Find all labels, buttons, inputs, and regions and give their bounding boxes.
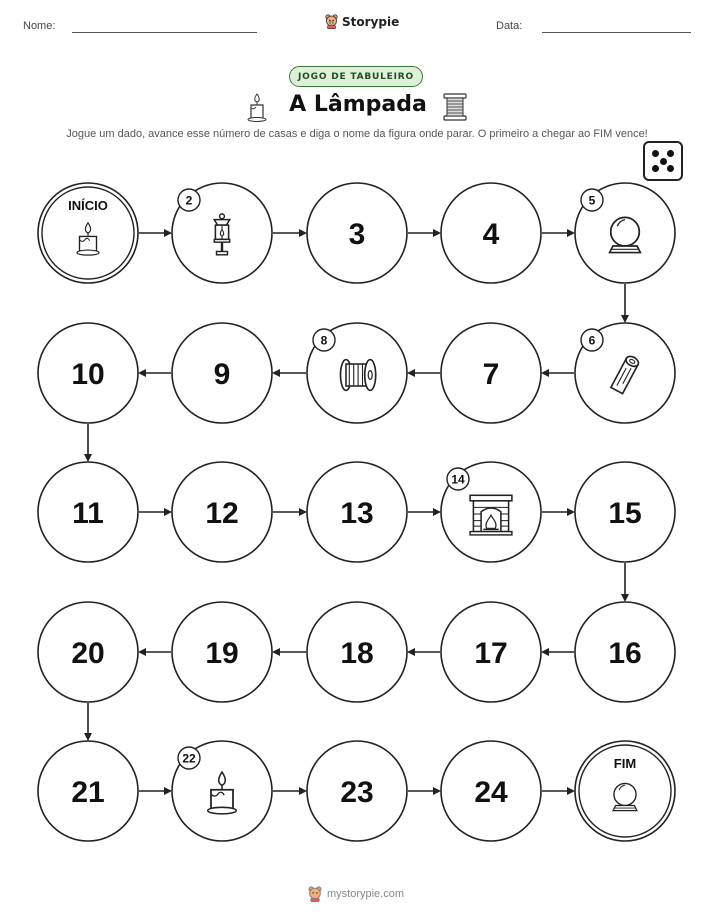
- board-space-3: [307, 183, 407, 283]
- crystal-ball-icon: [610, 217, 641, 252]
- space-number: 12: [205, 497, 239, 530]
- board-space-14: [441, 462, 541, 562]
- board-space-8: [307, 323, 407, 423]
- board-space-19: [172, 602, 272, 702]
- crystal-ball-icon: [613, 783, 637, 810]
- board-space-21: [38, 741, 138, 841]
- board-space-18: [307, 602, 407, 702]
- start-label: INÍCIO: [68, 198, 108, 213]
- board-space-23: [307, 741, 407, 841]
- storypie-bear-icon: [308, 886, 322, 902]
- board-space-10: [38, 323, 138, 423]
- board-space-17: [441, 602, 541, 702]
- space-number: 16: [608, 637, 642, 670]
- footer: [308, 886, 404, 902]
- space-number: 4: [482, 218, 500, 251]
- board-space-6: [575, 323, 675, 423]
- space-number: 22: [182, 751, 196, 766]
- board-space-2: [172, 183, 272, 283]
- board-space-7: [441, 323, 541, 423]
- space-number: 7: [482, 358, 500, 391]
- space-number: 17: [474, 637, 508, 670]
- space-number: 5: [588, 193, 596, 208]
- board-space-13: [307, 462, 407, 562]
- space-number: 20: [71, 637, 105, 670]
- space-number: 18: [340, 637, 374, 670]
- instructions: Jogue um dado, avance esse número de casas e diga o nome da figura onde parar. O primeiro a chegar ao FIM vence!: [66, 128, 648, 140]
- space-number: 9: [213, 358, 231, 391]
- game-type-badge: JOGO DE TABULEIRO: [289, 66, 423, 87]
- space-number: 11: [72, 497, 104, 530]
- board-space-4: [441, 183, 541, 283]
- name-label: Nome:: [23, 20, 56, 32]
- space-number: 6: [588, 333, 596, 348]
- board-space-15: [575, 462, 675, 562]
- board-space-16: [575, 602, 675, 702]
- space-number: 3: [348, 218, 366, 251]
- space-number: 21: [71, 776, 105, 809]
- date-label: Data:: [496, 20, 523, 32]
- board-space-12: [172, 462, 272, 562]
- space-number: 24: [474, 776, 508, 809]
- spool-icon: [341, 360, 376, 391]
- fireplace-icon: [470, 495, 512, 535]
- space-number: 2: [185, 193, 193, 208]
- space-number: 19: [205, 637, 239, 670]
- board-space-24: [441, 741, 541, 841]
- board-space-9: [172, 323, 272, 423]
- page-title: A Lâmpada: [289, 92, 427, 117]
- brand-name: Storypie: [342, 14, 400, 29]
- board-space-22: [172, 741, 272, 841]
- finish-label: FIM: [613, 756, 637, 771]
- space-number: 23: [340, 776, 374, 809]
- board-space-11: [38, 462, 138, 562]
- space-number: 13: [340, 497, 374, 530]
- board-space-5: [575, 183, 675, 283]
- board-space-20: [38, 602, 138, 702]
- footer-site[interactable]: mystorypie.com: [327, 888, 405, 900]
- space-number: 15: [608, 497, 642, 530]
- board-space-1: [38, 183, 138, 283]
- space-number: 8: [320, 333, 328, 348]
- space-number: 14: [451, 472, 465, 487]
- board-space-25: [575, 741, 675, 841]
- space-number: 10: [71, 358, 105, 391]
